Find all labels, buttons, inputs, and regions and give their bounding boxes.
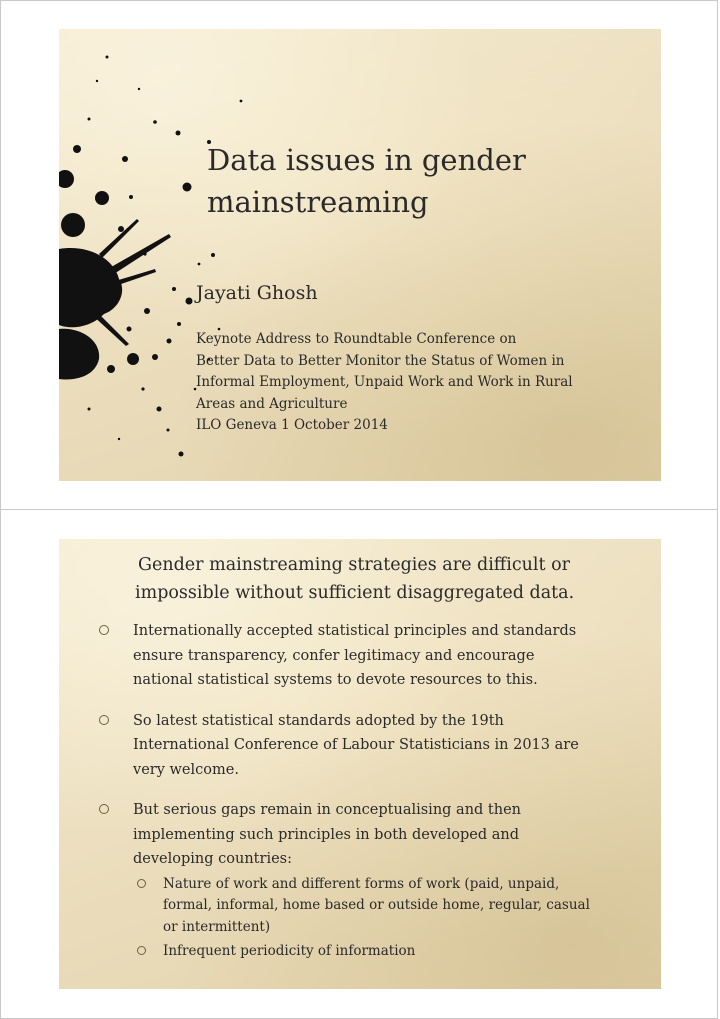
sub-bullet-1-line-2: formal, informal, home based or outside home, regular, casual bbox=[163, 897, 590, 913]
bullet-1-line-3: national statistical systems to devote resources to this. bbox=[133, 672, 538, 688]
sub-bullet-list bbox=[133, 874, 637, 963]
bullet-item bbox=[97, 709, 637, 783]
heading-line-2: impossible without sufficient disaggregated data. bbox=[135, 583, 575, 603]
bullet-2-line-1: So latest statistical standards adopted by the 19th bbox=[133, 712, 504, 729]
bullet-1-line-2: ensure transparency, confer legitimacy and encourage bbox=[133, 647, 535, 664]
title-slide bbox=[59, 29, 661, 481]
subtitle-line-2: Better Data to Better Monitor the Status of Women in bbox=[196, 352, 565, 369]
sub-bullet-item bbox=[133, 941, 637, 963]
bullet-ring-icon bbox=[99, 625, 109, 635]
slide-title-line-1: Data issues in gender bbox=[207, 143, 526, 177]
slide-title bbox=[207, 139, 627, 223]
sub-bullet-item bbox=[133, 874, 637, 939]
subtitle-line-5: ILO Geneva 1 October 2014 bbox=[196, 417, 388, 433]
subtitle-line-3: Informal Employment, Unpaid Work and Work in Rural bbox=[196, 374, 573, 390]
sub-bullet-1-line-1: Nature of work and different forms of work (paid, unpaid, bbox=[163, 875, 560, 892]
content-slide-heading bbox=[135, 551, 615, 607]
bullet-2-line-2: International Conference of Labour Statisticians in 2013 are bbox=[133, 737, 579, 753]
sub-bullet-ring-icon bbox=[137, 946, 146, 955]
heading-line-1: Gender mainstreaming strategies are difficult or bbox=[138, 555, 570, 575]
bullet-list bbox=[97, 619, 637, 979]
bullet-3-line-1: But serious gaps remain in conceptualising and then bbox=[133, 802, 522, 818]
bullet-1-line-1: Internationally accepted statistical principles and standards bbox=[133, 623, 577, 639]
slide-subtitle bbox=[196, 329, 646, 437]
bullet-text bbox=[133, 619, 637, 693]
bullet-item bbox=[97, 798, 637, 963]
sub-bullet-2-line-1: Infrequent periodicity of information bbox=[163, 943, 416, 959]
bullet-ring-icon bbox=[99, 715, 109, 725]
bullet-3-line-2: implementing such principles in both developed and bbox=[133, 826, 519, 843]
bullet-2-line-3: very welcome. bbox=[133, 761, 239, 778]
subtitle-line-4: Areas and Agriculture bbox=[196, 395, 348, 412]
subtitle-line-1: Keynote Address to Roundtable Conference on bbox=[196, 331, 517, 347]
bullet-text bbox=[133, 798, 637, 872]
slide-title-line-2: mainstreaming bbox=[207, 185, 429, 219]
content-slide bbox=[59, 539, 661, 989]
sub-bullet-1-line-3: or intermittent) bbox=[163, 918, 271, 935]
sub-bullet-text bbox=[163, 874, 637, 939]
sub-bullet-ring-icon bbox=[137, 879, 146, 888]
bullet-text bbox=[133, 709, 637, 783]
author-name: Jayati Ghosh bbox=[196, 282, 318, 304]
sub-bullet-text bbox=[163, 941, 637, 963]
bullet-ring-icon bbox=[99, 804, 109, 814]
bullet-item bbox=[97, 619, 637, 693]
bullet-3-line-3: developing countries: bbox=[133, 851, 292, 867]
